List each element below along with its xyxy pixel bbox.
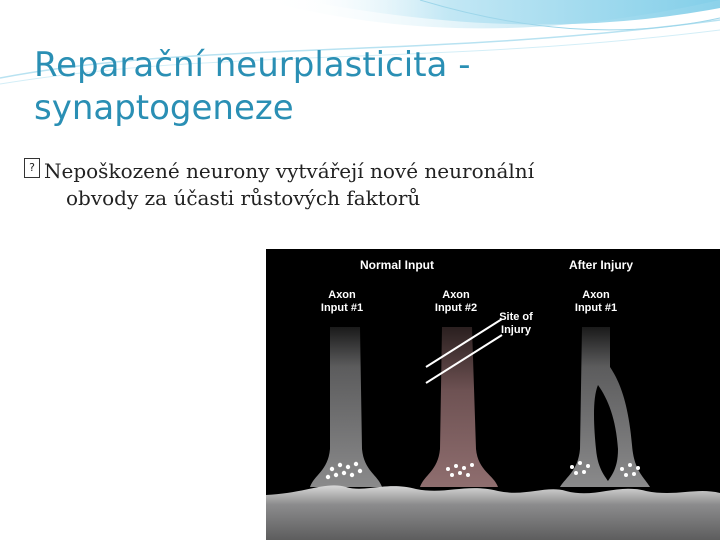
bullet-text-line-1: Nepoškozené neurony vytvářejí nové neuronální [44,159,535,183]
label-site-line-2: Injury [501,324,531,336]
label-axon-input-1 [312,289,372,315]
synaptogenesis-figure [266,249,720,540]
label-axon-input-1-after-injury [566,289,626,315]
bullet-text-line-2: obvody za účasti růstových faktorů [66,186,421,210]
label-site-of-injury [488,311,544,337]
dendrite-base [266,485,720,540]
label-site-line-1: Site of [499,311,533,323]
heading-after-injury: After Injury [568,258,633,272]
slide-title [34,44,694,130]
label-axon-input-2 [426,289,486,315]
label-axon-2-line-2: Input #2 [434,302,478,314]
bullet-glyph-icon: ? [24,158,40,178]
title-line-2: synaptogeneze [34,88,294,128]
bullet-point [29,158,684,212]
title-line-1: Reparační neurplasticita - [34,45,471,85]
label-axon-3-line-2: Input #1 [574,302,618,314]
label-axon-2-line-1: Axon [442,289,470,301]
label-axon-1-line-1: Axon [328,289,356,301]
label-axon-3-line-1: Axon [582,289,610,301]
label-axon-1-line-2: Input #1 [320,302,364,314]
heading-normal-input: Normal Input [360,258,434,272]
